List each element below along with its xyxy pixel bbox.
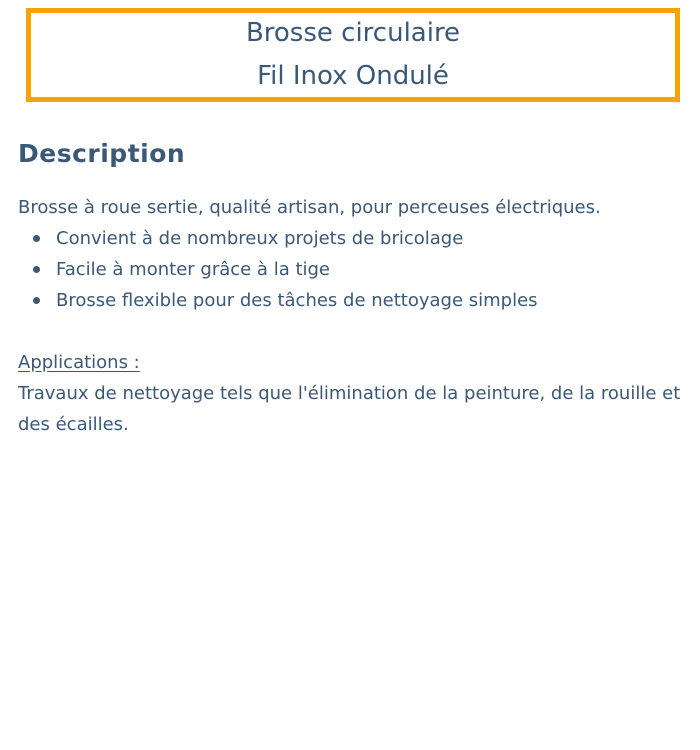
feature-text: Convient à de nombreux projets de bricolage bbox=[56, 228, 464, 249]
bullet-icon bbox=[33, 297, 40, 304]
description-intro: Brosse à roue sertie, qualité artisan, pour perceuses électriques. bbox=[18, 197, 601, 218]
description-heading: Description bbox=[18, 139, 186, 168]
product-title: Brosse circulaire bbox=[245, 18, 461, 48]
feature-item bbox=[56, 223, 683, 254]
feature-item bbox=[56, 285, 683, 316]
description-section bbox=[18, 192, 683, 440]
feature-list bbox=[18, 223, 683, 316]
product-subtitle: Fil Inox Ondulé bbox=[257, 61, 449, 91]
feature-text: Facile à monter grâce à la tige bbox=[56, 259, 330, 280]
feature-item bbox=[56, 254, 683, 285]
section-spacer bbox=[18, 316, 683, 347]
bullet-icon bbox=[33, 235, 40, 242]
feature-text: Brosse flexible pour des tâches de nettoyage simples bbox=[56, 290, 538, 311]
product-title-box bbox=[26, 8, 680, 102]
applications-heading: Applications : bbox=[18, 352, 140, 373]
bullet-icon bbox=[33, 266, 40, 273]
applications-text: Travaux de nettoyage tels que l'élimination de la peinture, de la rouille et des écailles. bbox=[18, 383, 681, 435]
